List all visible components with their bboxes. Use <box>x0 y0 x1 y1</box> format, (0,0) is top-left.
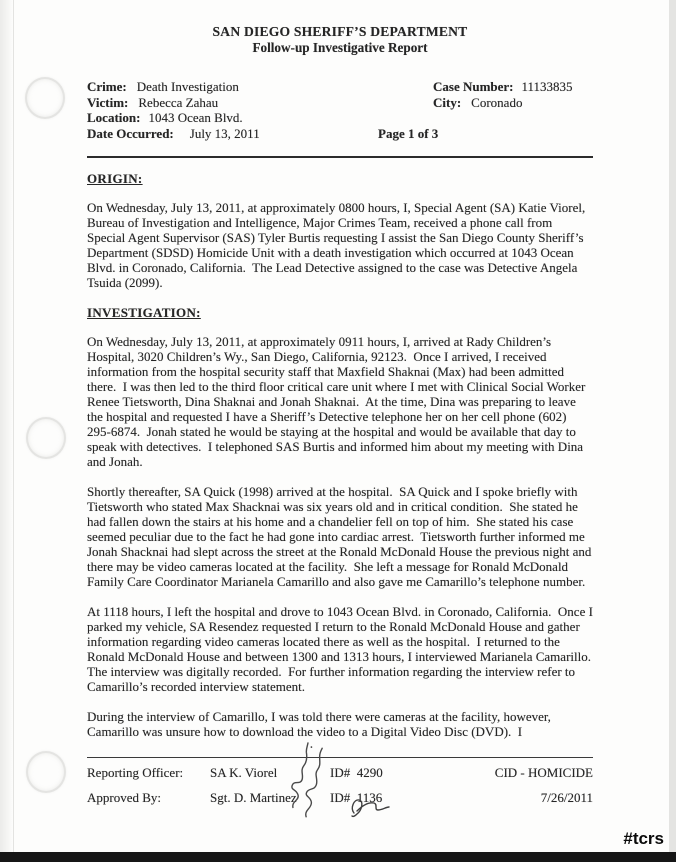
hole-punch-bottom <box>26 751 66 793</box>
tcrs-watermark: #tcrs <box>623 829 664 848</box>
date-occurred-label: Date Occurred: <box>87 125 174 141</box>
header-divider <box>87 156 593 158</box>
report-title: SAN DIEGO SHERIFF’S DEPARTMENT <box>212 24 468 39</box>
location-value: 1043 Ocean Blvd. <box>148 110 243 125</box>
reporting-officer-label: Reporting Officer: <box>87 765 184 780</box>
field-row <box>87 79 593 95</box>
city-value: Coronado <box>471 94 523 110</box>
reporting-officer-unit: CID - HOMICIDE <box>494 765 593 780</box>
approved-by-name: Sgt. D. Martinez <box>210 790 297 805</box>
scan-edge-bar <box>0 852 676 862</box>
hole-punch-top <box>25 77 65 119</box>
report-body <box>87 24 598 805</box>
case-number-label: Case Number: <box>433 79 514 94</box>
reporting-officer-id: ID# 4290 <box>330 765 383 780</box>
investigation-paragraph-3: At 1118 hours, I left the hospital and drove to 1043 Ocean Blvd. in Coronado, California. Once I parked my vehicle, SA Resendez requested I return to the Ronald McDonald House and gather information regarding video cameras located there as well as the hospital. I returned to the Ronald McDonald House and between 1300 and 1313 hours, I interviewed Marianela Camarillo. The interview was digitally recorded. For further information regarding the interview refer to Camarillo’s recorded interview statement. <box>87 604 598 694</box>
approved-by-id: ID# 1136 <box>330 790 383 805</box>
approved-by-row <box>87 790 593 805</box>
investigation-paragraph-1: On Wednesday, July 13, 2011, at approximately 0911 hours, I, arrived at Rady Children’s Hospital, 3020 Children’s Wy., San Diego, California, 92123. Once I arrived, I received information from the hospital security staff that Maxfield Shaknai (Max) had been admitted there. I was then led to the third floor critical care unit where I met with Clinical Social Worker Renee Tietsworth, Dina Shaknai and Jonah Shaknai. At the time, Dina was preparing to leave the hospital and requested I have a Sheriff’s Detective telephone her on her cell phone (602) 295-6874. Jonah stated he would be staying at the hospital and would be available that day to speak with detectives. I telephoned SAS Burtis and informed him about my meeting with Dina and Jonah. <box>87 334 589 469</box>
date-occurred-value: July 13, 2011 <box>189 125 260 141</box>
origin-paragraph: On Wednesday, July 13, 2011, at approximately 0800 hours, I, Special Agent (SA) Katie Viorel, Bureau of Investigation and Intelligence, Major Crimes Team, received a phone call from Special Agent Supervisor (SAS) Tyler Burtis requesting I assist the San Diego County Sheriff’s Department (SDSD) Homicide Unit with a death investigation which occurred at 1043 Ocean Blvd. in Coronado, California. The Lead Detective assigned to the case was Detective Angela Tsuida (2099). <box>87 200 589 290</box>
footer-divider <box>87 757 593 758</box>
crime-label: Crime: <box>87 79 127 94</box>
reporting-officer-row <box>87 765 593 780</box>
approval-date: 7/26/2011 <box>540 790 593 805</box>
origin-heading: ORIGIN: <box>87 171 143 186</box>
investigation-paragraph-4: During the interview of Camarillo, I was told there were cameras at the facility, however, Camarillo was unsure how to download the video to a Digital Video Disc (DVD). I <box>87 709 555 739</box>
case-header-fields <box>87 79 593 141</box>
crime-value: Death Investigation <box>136 79 239 94</box>
field-row <box>87 126 593 142</box>
scan-left-edge <box>0 0 14 852</box>
location-label: Location: <box>87 110 141 125</box>
case-number-value: 11133835 <box>521 79 573 94</box>
hole-punch-middle <box>26 417 66 459</box>
investigation-paragraph-2: Shortly thereafter, SA Quick (1998) arrived at the hospital. SA Quick and I spoke briefly with Tietsworth who stated Max Shacknai was six years old and in critical condition. She stated he had fallen down the stairs at his home and a chandelier fell on top of him. She stated his case seemed peculiar due to the fact he had gone into cardiac arrest. Tietsworth further informed me Jonah Shacknai had slept across the street at the Ronald McDonald House the previous night and there may be video cameras located at the facility. She left a message for Ronald McDonald Family Care Coordinator Marianela Camarillo and also gave me Camarillo’s telephone number. <box>87 484 595 589</box>
reporting-officer-name: SA K. Viorel <box>210 765 278 780</box>
field-row <box>87 95 593 111</box>
field-row <box>87 110 593 126</box>
victim-label: Victim: <box>87 94 129 110</box>
investigation-heading: INVESTIGATION: <box>87 305 201 320</box>
victim-value: Rebecca Zahau <box>138 94 219 110</box>
report-subtitle: Follow-up Investigative Report <box>252 40 428 55</box>
scan-right-edge <box>669 0 676 852</box>
approved-by-label: Approved By: <box>87 790 162 805</box>
city-label: City: <box>433 94 462 110</box>
page-indicator: Page 1 of 3 <box>378 125 439 141</box>
